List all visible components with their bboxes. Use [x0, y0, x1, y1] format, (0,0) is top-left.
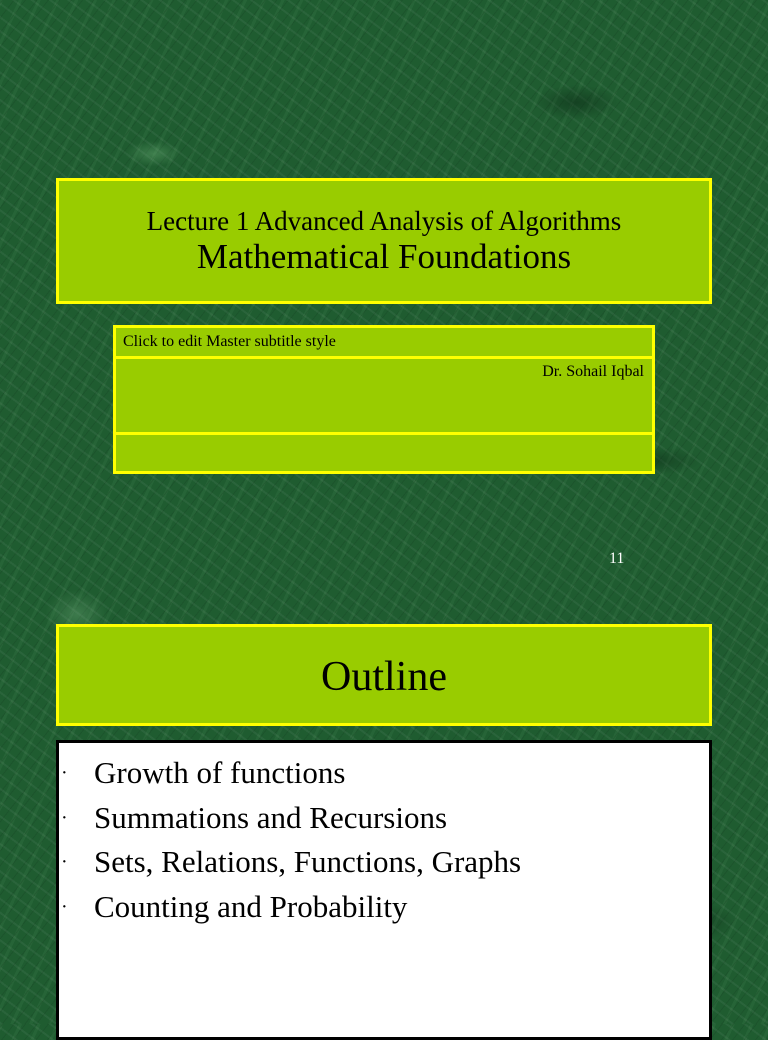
- empty-subtitle-box[interactable]: [113, 432, 655, 474]
- slide-title-box: [56, 178, 712, 304]
- list-item: [59, 885, 709, 930]
- list-item: [59, 751, 709, 796]
- list-item: [59, 840, 709, 885]
- subtitle-placeholder-text: Click to edit Master subtitle style: [123, 333, 336, 350]
- lecture-subtitle: Mathematical Foundations: [196, 237, 572, 276]
- bullet-text: Summations and Recursions: [94, 799, 448, 835]
- page-number: 11: [609, 550, 625, 567]
- bullet-icon: ·: [61, 806, 68, 829]
- bullet-text: Counting and Probability: [94, 888, 408, 924]
- author-name: Dr. Sohail Iqbal: [542, 363, 644, 380]
- lecture-title: Lecture 1 Advanced Analysis of Algorithms: [146, 206, 622, 236]
- list-item: [59, 796, 709, 841]
- bullet-icon: ·: [61, 762, 68, 784]
- outline-title-box: [56, 624, 712, 726]
- outline-content-box: [56, 740, 712, 1040]
- bullet-text: Sets, Relations, Functions, Graphs: [94, 844, 522, 879]
- author-box[interactable]: [113, 356, 655, 436]
- bullet-icon: ·: [61, 895, 68, 918]
- outline-title: Outline: [321, 654, 447, 700]
- subtitle-placeholder-box[interactable]: [113, 325, 655, 359]
- bullet-text: Growth of functions: [94, 755, 346, 790]
- bullet-list: [59, 743, 709, 929]
- bullet-icon: ·: [61, 851, 68, 873]
